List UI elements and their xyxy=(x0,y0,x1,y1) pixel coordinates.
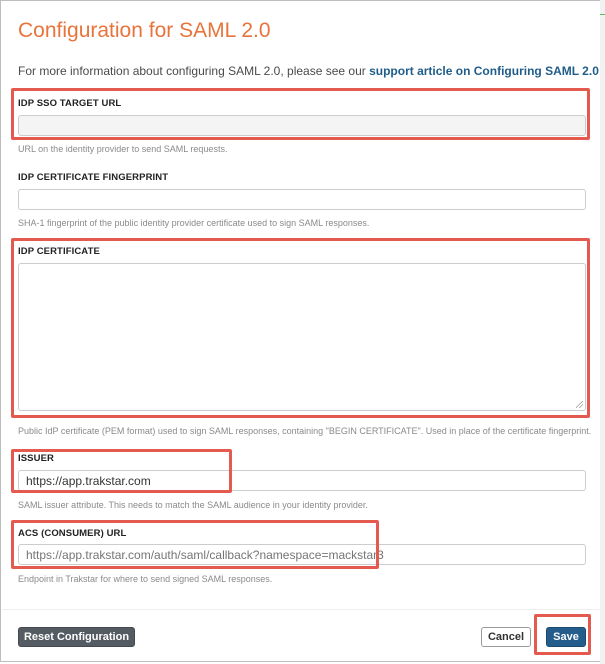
support-article-link[interactable]: support article on Configuring SAML 2.0 xyxy=(369,64,599,78)
acs-url-input[interactable] xyxy=(18,544,586,565)
footer-divider xyxy=(2,609,601,610)
acs-url-label: ACS (CONSUMER) URL xyxy=(18,528,127,539)
idp-cert-fingerprint-input[interactable] xyxy=(18,189,586,210)
idp-certificate-textarea[interactable] xyxy=(18,263,586,411)
intro-prefix: For more information about configuring SAML 2.0, please see our xyxy=(18,64,370,78)
idp-sso-target-url-label: IDP SSO TARGET URL xyxy=(18,98,122,109)
intro-text xyxy=(18,64,602,78)
idp-certificate-help: Public IdP certificate (PEM format) used to sign SAML responses, containing "BEGIN CERTIFICATE". Used in place of the certificate fingerprint. xyxy=(18,426,592,436)
idp-sso-target-url-input[interactable] xyxy=(18,115,586,136)
resize-grip-icon[interactable] xyxy=(576,401,583,408)
cancel-button[interactable]: Cancel xyxy=(481,627,531,647)
reset-configuration-button[interactable]: Reset Configuration xyxy=(18,627,135,647)
idp-sso-target-url-help: URL on the identity provider to send SAML requests. xyxy=(18,144,228,154)
idp-cert-fingerprint-help: SHA-1 fingerprint of the public identity provider certificate used to sign SAML responses. xyxy=(18,218,370,228)
background-edge xyxy=(600,0,605,664)
save-button[interactable]: Save xyxy=(546,627,586,647)
acs-url-help: Endpoint in Trakstar for where to send signed SAML responses. xyxy=(18,574,273,584)
idp-certificate-label: IDP CERTIFICATE xyxy=(18,246,100,257)
issuer-help: SAML issuer attribute. This needs to match the SAML audience in your identity provider. xyxy=(18,500,368,510)
idp-cert-fingerprint-label: IDP CERTIFICATE FINGERPRINT xyxy=(18,172,169,183)
background-accent xyxy=(600,14,605,15)
dialog-title: Configuration for SAML 2.0 xyxy=(18,19,271,42)
issuer-input[interactable] xyxy=(18,470,586,491)
issuer-label: ISSUER xyxy=(18,453,54,464)
